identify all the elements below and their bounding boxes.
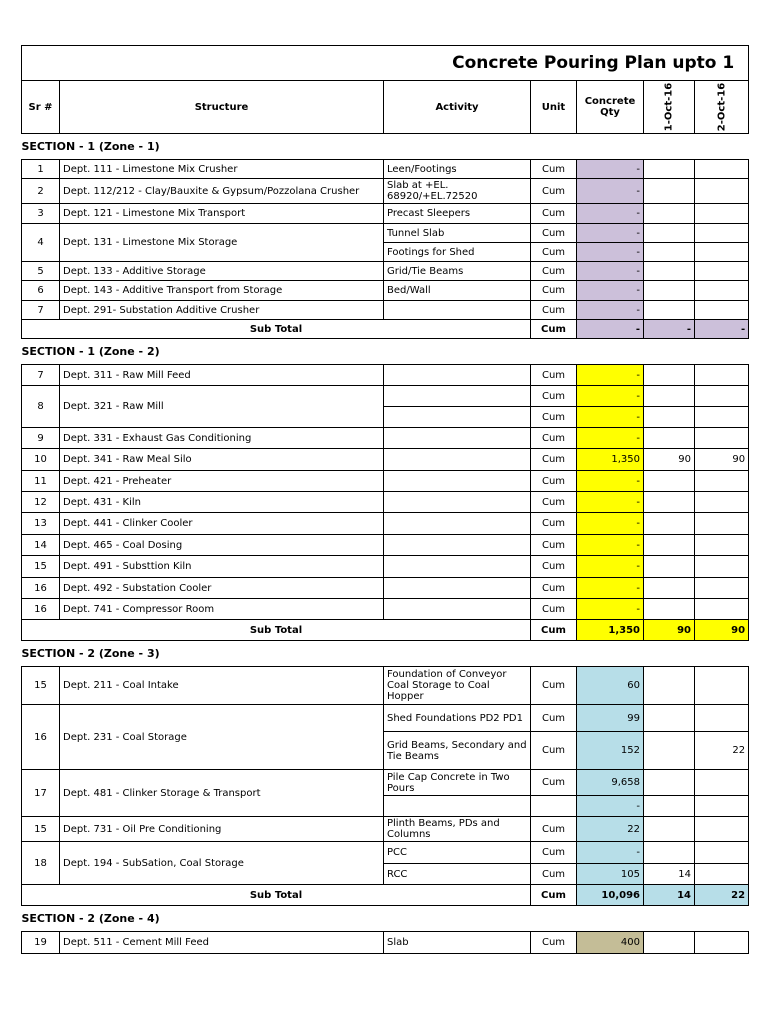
- cell-date-1[interactable]: [644, 667, 695, 705]
- cell-date-2[interactable]: [695, 281, 749, 301]
- cell-date-1[interactable]: [644, 535, 695, 556]
- table-row: [22, 599, 749, 620]
- cell-date-1[interactable]: [644, 160, 695, 179]
- cell-date-2[interactable]: [695, 262, 749, 281]
- table-row: [22, 535, 749, 556]
- cell-structure[interactable]: Dept. 231 - Coal Storage: [60, 705, 384, 770]
- cell-unit[interactable]: Cum: [531, 817, 577, 842]
- cell-sr[interactable]: 8: [22, 386, 60, 428]
- cell-qty[interactable]: -: [577, 365, 644, 386]
- subtotal-qty[interactable]: 10,096: [577, 885, 644, 906]
- cell-date-2[interactable]: [695, 932, 749, 954]
- table-row: [22, 842, 749, 864]
- cell-sr[interactable]: 15: [22, 817, 60, 842]
- subtotal-unit[interactable]: Cum: [531, 620, 577, 641]
- concrete-pouring-sheet: [21, 45, 748, 954]
- cell-activity[interactable]: [384, 365, 531, 386]
- cell-unit[interactable]: Cum: [531, 513, 577, 535]
- subtotal-date-1[interactable]: 14: [644, 885, 695, 906]
- table-row: [22, 224, 749, 243]
- cell-qty[interactable]: 105: [577, 864, 644, 885]
- cell-unit[interactable]: Cum: [531, 160, 577, 179]
- sheet-title: Concrete Pouring Plan upto 1: [452, 52, 735, 73]
- cell-sr[interactable]: 11: [22, 471, 60, 492]
- cell-date-2[interactable]: [695, 428, 749, 449]
- cell-qty[interactable]: -: [577, 281, 644, 301]
- cell-activity[interactable]: RCC: [384, 864, 531, 885]
- cell-activity[interactable]: Slab at +EL. 68920/+EL.72520: [384, 179, 531, 204]
- cell-qty[interactable]: -: [577, 492, 644, 513]
- cell-date-1[interactable]: [644, 842, 695, 864]
- subtotal-date-2[interactable]: 90: [695, 620, 749, 641]
- cell-activity[interactable]: Plinth Beams, PDs and Columns: [384, 817, 531, 842]
- cell-date-1[interactable]: [644, 243, 695, 262]
- cell-unit[interactable]: Cum: [531, 492, 577, 513]
- cell-date-1[interactable]: [644, 705, 695, 732]
- cell-date-1[interactable]: [644, 262, 695, 281]
- cell-unit[interactable]: Cum: [531, 243, 577, 262]
- cell-date-2[interactable]: [695, 864, 749, 885]
- cell-sr[interactable]: 7: [22, 301, 60, 320]
- cell-activity[interactable]: Slab: [384, 932, 531, 954]
- cell-sr[interactable]: 7: [22, 365, 60, 386]
- cell-activity[interactable]: Pile Cap Concrete in Two Pours: [384, 770, 531, 796]
- cell-date-2[interactable]: [695, 817, 749, 842]
- cell-unit[interactable]: Cum: [531, 281, 577, 301]
- header-structure[interactable]: Structure: [60, 81, 384, 134]
- cell-structure[interactable]: Dept. 741 - Compressor Room: [60, 599, 384, 620]
- cell-sr[interactable]: 15: [22, 556, 60, 578]
- header-concrete-qty[interactable]: Concrete Qty: [577, 81, 644, 134]
- cell-date-2[interactable]: [695, 513, 749, 535]
- cell-date-2[interactable]: [695, 667, 749, 705]
- cell-activity[interactable]: [384, 556, 531, 578]
- cell-sr[interactable]: 18: [22, 842, 60, 885]
- cell-date-1[interactable]: [644, 556, 695, 578]
- subtotal-row: [22, 885, 749, 906]
- cell-date-2[interactable]: [695, 556, 749, 578]
- cell-structure[interactable]: Dept. 211 - Coal Intake: [60, 667, 384, 705]
- subtotal-label[interactable]: Sub Total: [22, 885, 531, 906]
- cell-sr[interactable]: 6: [22, 281, 60, 301]
- cell-sr[interactable]: 16: [22, 578, 60, 599]
- header-sr[interactable]: Sr #: [22, 81, 60, 134]
- cell-qty[interactable]: -: [577, 262, 644, 281]
- cell-sr[interactable]: 16: [22, 599, 60, 620]
- cell-date-2[interactable]: [695, 770, 749, 796]
- table-row: [22, 262, 749, 281]
- cell-qty[interactable]: -: [577, 599, 644, 620]
- cell-activity[interactable]: [384, 492, 531, 513]
- cell-date-1[interactable]: [644, 428, 695, 449]
- cell-activity[interactable]: Tunnel Slab: [384, 224, 531, 243]
- cell-qty[interactable]: -: [577, 428, 644, 449]
- table-row: [22, 471, 749, 492]
- cell-qty[interactable]: -: [577, 179, 644, 204]
- cell-activity[interactable]: Footings for Shed: [384, 243, 531, 262]
- cell-activity[interactable]: Bed/Wall: [384, 281, 531, 301]
- table-row: [22, 204, 749, 224]
- subtotal-unit[interactable]: Cum: [531, 885, 577, 906]
- table-row: [22, 301, 749, 320]
- header-date-1[interactable]: 1-Oct-16: [644, 81, 695, 134]
- cell-qty[interactable]: -: [577, 204, 644, 224]
- cell-date-1[interactable]: [644, 365, 695, 386]
- cell-activity[interactable]: Shed Foundations PD2 PD1: [384, 705, 531, 732]
- cell-activity[interactable]: [384, 301, 531, 320]
- section-heading: SECTION - 1 (Zone - 1): [21, 140, 160, 153]
- cell-sr[interactable]: 9: [22, 428, 60, 449]
- cell-structure[interactable]: Dept. 311 - Raw Mill Feed: [60, 365, 384, 386]
- cell-structure[interactable]: Dept. 133 - Additive Storage: [60, 262, 384, 281]
- table-row: [22, 667, 749, 705]
- subtotal-row: [22, 320, 749, 339]
- cell-structure[interactable]: Dept. 465 - Coal Dosing: [60, 535, 384, 556]
- cell-sr[interactable]: 17: [22, 770, 60, 817]
- cell-unit[interactable]: Cum: [531, 864, 577, 885]
- subtotal-label[interactable]: Sub Total: [22, 320, 531, 339]
- cell-activity[interactable]: [384, 471, 531, 492]
- cell-date-1[interactable]: [644, 513, 695, 535]
- cell-qty[interactable]: -: [577, 160, 644, 179]
- cell-unit[interactable]: Cum: [531, 301, 577, 320]
- header-activity[interactable]: Activity: [384, 81, 531, 134]
- cell-activity[interactable]: PCC: [384, 842, 531, 864]
- cell-date-2[interactable]: [695, 243, 749, 262]
- section-heading: SECTION - 2 (Zone - 3): [21, 647, 160, 660]
- cell-date-1[interactable]: [644, 224, 695, 243]
- subtotal-date-1[interactable]: 90: [644, 620, 695, 641]
- table-row: [22, 817, 749, 842]
- cell-date-1[interactable]: [644, 578, 695, 599]
- cell-qty[interactable]: -: [577, 471, 644, 492]
- cell-date-1[interactable]: [644, 471, 695, 492]
- cell-date-2[interactable]: [695, 386, 749, 407]
- cell-unit[interactable]: Cum: [531, 932, 577, 954]
- cell-date-2[interactable]: 22: [695, 732, 749, 770]
- cell-date-1[interactable]: [644, 932, 695, 954]
- cell-structure[interactable]: Dept. 491 - Substtion Kiln: [60, 556, 384, 578]
- table-row: [22, 705, 749, 732]
- cell-date-1[interactable]: [644, 179, 695, 204]
- cell-qty[interactable]: 22: [577, 817, 644, 842]
- table-row: [22, 386, 749, 407]
- cell-structure[interactable]: Dept. 481 - Clinker Storage & Transport: [60, 770, 384, 817]
- pouring-plan-table: [21, 45, 749, 954]
- section-heading: SECTION - 1 (Zone - 2): [21, 345, 160, 358]
- table-row: [22, 160, 749, 179]
- cell-unit[interactable]: Cum: [531, 471, 577, 492]
- cell-date-2[interactable]: [695, 471, 749, 492]
- cell-date-2[interactable]: [695, 301, 749, 320]
- cell-structure[interactable]: Dept. 431 - Kiln: [60, 492, 384, 513]
- cell-activity[interactable]: Precast Sleepers: [384, 204, 531, 224]
- cell-date-1[interactable]: [644, 817, 695, 842]
- cell-unit[interactable]: Cum: [531, 842, 577, 864]
- cell-date-2[interactable]: [695, 705, 749, 732]
- table-row: [22, 365, 749, 386]
- cell-structure[interactable]: Dept. 111 - Limestone Mix Crusher: [60, 160, 384, 179]
- header-unit[interactable]: Unit: [531, 81, 577, 134]
- cell-date-2[interactable]: [695, 578, 749, 599]
- cell-date-1[interactable]: [644, 599, 695, 620]
- cell-date-2[interactable]: [695, 492, 749, 513]
- cell-activity[interactable]: [384, 449, 531, 471]
- table-row: [22, 428, 749, 449]
- cell-date-1[interactable]: 14: [644, 864, 695, 885]
- cell-unit[interactable]: Cum: [531, 224, 577, 243]
- cell-sr[interactable]: 15: [22, 667, 60, 705]
- cell-unit[interactable]: [531, 796, 577, 817]
- cell-sr[interactable]: 14: [22, 535, 60, 556]
- cell-structure[interactable]: Dept. 441 - Clinker Cooler: [60, 513, 384, 535]
- section-heading: SECTION - 2 (Zone - 4): [21, 912, 160, 925]
- cell-activity[interactable]: [384, 386, 531, 407]
- cell-unit[interactable]: Cum: [531, 770, 577, 796]
- cell-activity[interactable]: [384, 796, 531, 817]
- cell-qty[interactable]: -: [577, 224, 644, 243]
- cell-activity[interactable]: [384, 599, 531, 620]
- cell-structure[interactable]: Dept. 341 - Raw Meal Silo: [60, 449, 384, 471]
- cell-structure[interactable]: Dept. 492 - Substation Cooler: [60, 578, 384, 599]
- cell-date-1[interactable]: [644, 796, 695, 817]
- cell-date-2[interactable]: [695, 407, 749, 428]
- cell-sr[interactable]: 10: [22, 449, 60, 471]
- cell-unit[interactable]: Cum: [531, 204, 577, 224]
- cell-date-2[interactable]: [695, 365, 749, 386]
- cell-sr[interactable]: 12: [22, 492, 60, 513]
- cell-qty[interactable]: 60: [577, 667, 644, 705]
- cell-qty[interactable]: 99: [577, 705, 644, 732]
- cell-qty[interactable]: 1,350: [577, 449, 644, 471]
- cell-sr[interactable]: 16: [22, 705, 60, 770]
- cell-date-1[interactable]: 90: [644, 449, 695, 471]
- cell-qty[interactable]: -: [577, 796, 644, 817]
- subtotal-qty[interactable]: 1,350: [577, 620, 644, 641]
- cell-unit[interactable]: Cum: [531, 535, 577, 556]
- cell-unit[interactable]: Cum: [531, 179, 577, 204]
- subtotal-date-1[interactable]: -: [644, 320, 695, 339]
- cell-unit[interactable]: Cum: [531, 428, 577, 449]
- cell-date-2[interactable]: [695, 179, 749, 204]
- table-row: [22, 179, 749, 204]
- cell-unit[interactable]: Cum: [531, 407, 577, 428]
- cell-unit[interactable]: Cum: [531, 667, 577, 705]
- cell-unit[interactable]: Cum: [531, 599, 577, 620]
- cell-sr[interactable]: 19: [22, 932, 60, 954]
- cell-structure[interactable]: Dept. 731 - Oil Pre Conditioning: [60, 817, 384, 842]
- cell-unit[interactable]: Cum: [531, 705, 577, 732]
- cell-date-1[interactable]: [644, 407, 695, 428]
- cell-date-1[interactable]: [644, 770, 695, 796]
- table-row: [22, 492, 749, 513]
- table-row: [22, 932, 749, 954]
- cell-date-2[interactable]: [695, 224, 749, 243]
- cell-date-2[interactable]: [695, 535, 749, 556]
- cell-qty[interactable]: 400: [577, 932, 644, 954]
- cell-activity[interactable]: [384, 513, 531, 535]
- cell-structure[interactable]: Dept. 143 - Additive Transport from Storage: [60, 281, 384, 301]
- cell-date-2[interactable]: [695, 160, 749, 179]
- cell-date-1[interactable]: [644, 301, 695, 320]
- cell-activity[interactable]: [384, 407, 531, 428]
- table-row: [22, 770, 749, 796]
- cell-qty[interactable]: -: [577, 578, 644, 599]
- cell-activity[interactable]: Leen/Footings: [384, 160, 531, 179]
- cell-sr[interactable]: 1: [22, 160, 60, 179]
- cell-structure[interactable]: Dept. 121 - Limestone Mix Transport: [60, 204, 384, 224]
- subtotal-row: [22, 620, 749, 641]
- subtotal-unit[interactable]: Cum: [531, 320, 577, 339]
- cell-sr[interactable]: 3: [22, 204, 60, 224]
- subtotal-date-2[interactable]: -: [695, 320, 749, 339]
- cell-qty[interactable]: -: [577, 842, 644, 864]
- cell-qty[interactable]: -: [577, 513, 644, 535]
- cell-unit[interactable]: Cum: [531, 556, 577, 578]
- cell-unit[interactable]: Cum: [531, 732, 577, 770]
- cell-unit[interactable]: Cum: [531, 578, 577, 599]
- subtotal-label[interactable]: Sub Total: [22, 620, 531, 641]
- cell-qty[interactable]: -: [577, 301, 644, 320]
- cell-unit[interactable]: Cum: [531, 449, 577, 471]
- cell-structure[interactable]: Dept. 321 - Raw Mill: [60, 386, 384, 428]
- cell-date-2[interactable]: [695, 204, 749, 224]
- cell-unit[interactable]: Cum: [531, 365, 577, 386]
- cell-structure[interactable]: Dept. 421 - Preheater: [60, 471, 384, 492]
- cell-activity[interactable]: [384, 578, 531, 599]
- cell-sr[interactable]: 5: [22, 262, 60, 281]
- cell-qty[interactable]: -: [577, 407, 644, 428]
- table-row: [22, 449, 749, 471]
- subtotal-qty[interactable]: -: [577, 320, 644, 339]
- table-row: [22, 556, 749, 578]
- cell-structure[interactable]: Dept. 131 - Limestone Mix Storage: [60, 224, 384, 262]
- cell-qty[interactable]: 9,658: [577, 770, 644, 796]
- cell-activity[interactable]: Grid/Tie Beams: [384, 262, 531, 281]
- cell-qty[interactable]: -: [577, 556, 644, 578]
- cell-structure[interactable]: Dept. 194 - SubSation, Coal Storage: [60, 842, 384, 885]
- cell-qty[interactable]: -: [577, 386, 644, 407]
- sheet-title-cell[interactable]: [22, 46, 749, 81]
- cell-date-1[interactable]: [644, 732, 695, 770]
- cell-structure[interactable]: Dept. 331 - Exhaust Gas Conditioning: [60, 428, 384, 449]
- cell-qty[interactable]: 152: [577, 732, 644, 770]
- header-date-2[interactable]: 2-Oct-16: [695, 81, 749, 134]
- cell-date-1[interactable]: [644, 492, 695, 513]
- table-row: [22, 281, 749, 301]
- subtotal-date-2[interactable]: 22: [695, 885, 749, 906]
- cell-structure[interactable]: Dept. 112/212 - Clay/Bauxite & Gypsum/Pozzolana Crusher: [60, 179, 384, 204]
- table-row: [22, 513, 749, 535]
- cell-qty[interactable]: -: [577, 535, 644, 556]
- cell-date-2[interactable]: [695, 796, 749, 817]
- cell-structure[interactable]: Dept. 291- Substation Additive Crusher: [60, 301, 384, 320]
- cell-sr[interactable]: 2: [22, 179, 60, 204]
- cell-activity[interactable]: Foundation of Conveyor Coal Storage to Coal Hopper: [384, 667, 531, 705]
- cell-unit[interactable]: Cum: [531, 386, 577, 407]
- cell-unit[interactable]: Cum: [531, 262, 577, 281]
- cell-activity[interactable]: [384, 428, 531, 449]
- cell-activity[interactable]: [384, 535, 531, 556]
- cell-activity[interactable]: Grid Beams, Secondary and Tie Beams: [384, 732, 531, 770]
- cell-date-2[interactable]: [695, 599, 749, 620]
- table-row: [22, 578, 749, 599]
- cell-date-1[interactable]: [644, 204, 695, 224]
- cell-date-2[interactable]: [695, 842, 749, 864]
- cell-sr[interactable]: 13: [22, 513, 60, 535]
- cell-structure[interactable]: Dept. 511 - Cement Mill Feed: [60, 932, 384, 954]
- cell-date-1[interactable]: [644, 386, 695, 407]
- cell-qty[interactable]: -: [577, 243, 644, 262]
- cell-date-1[interactable]: [644, 281, 695, 301]
- cell-date-2[interactable]: 90: [695, 449, 749, 471]
- cell-sr[interactable]: 4: [22, 224, 60, 262]
